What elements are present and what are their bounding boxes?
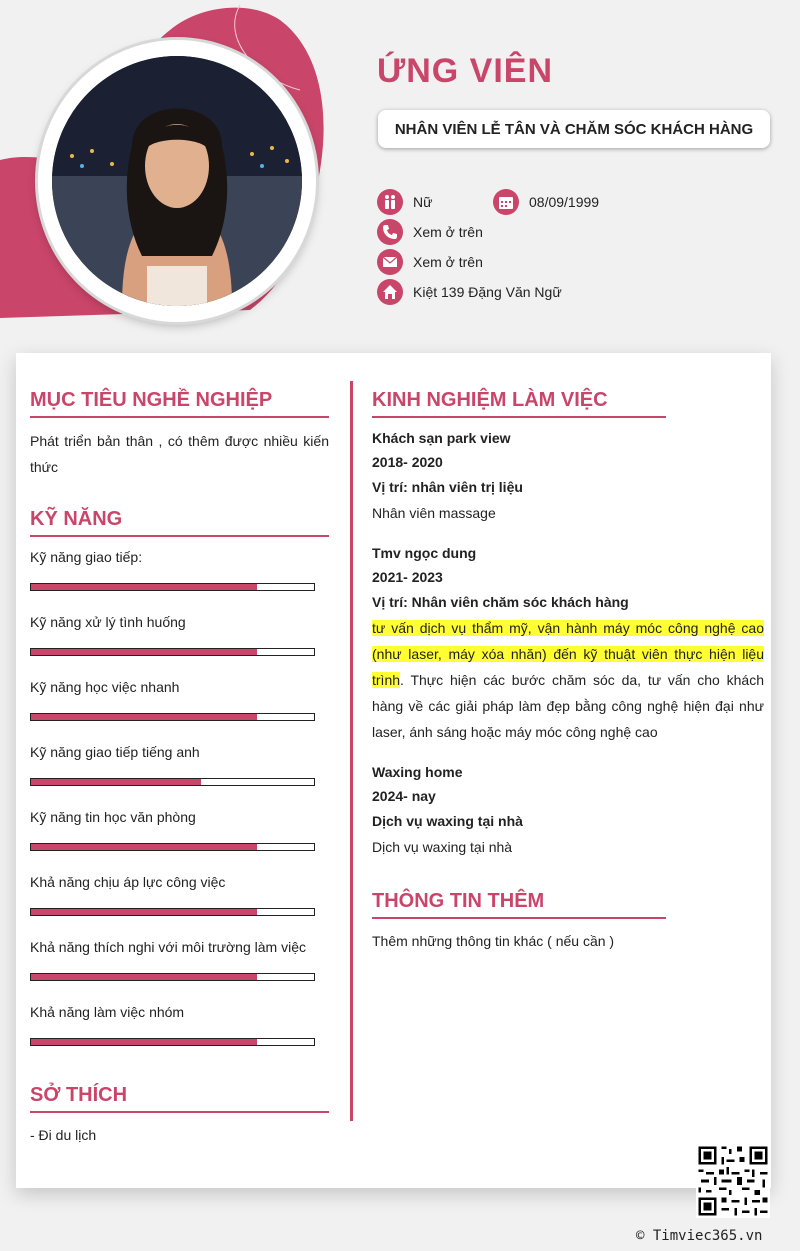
job-description: Nhân viên massage xyxy=(372,505,496,521)
job-title: NHÂN VIÊN LỄ TÂN VÀ CHĂM SÓC KHÁCH HÀNG xyxy=(394,120,754,138)
job-role: Vị trí: nhân viên trị liệu xyxy=(372,479,523,495)
address-row xyxy=(377,279,562,305)
skill-bar-fill xyxy=(31,844,257,850)
job-description-highlight: tư vấn dịch vụ thẩm mỹ, vận hành máy móc công nghệ cao (như laser, máy xóa nhăn) đến kỹ thuật viên thực hiện liệu trình xyxy=(372,620,764,688)
job-period: 2018- 2020 xyxy=(372,454,443,470)
skill-bar xyxy=(30,973,315,981)
address-value: Kiệt 139 Đặng Văn Ngữ xyxy=(413,284,562,300)
skill-bar-fill xyxy=(31,584,257,590)
dob-value: 08/09/1999 xyxy=(529,194,600,210)
job-period: 2021- 2023 xyxy=(372,569,443,585)
candidate-name: ỨNG VIÊN xyxy=(377,52,554,90)
objective-title: MỤC TIÊU NGHỀ NGHIỆP xyxy=(30,389,329,418)
skill-label: Kỹ năng giao tiếp: xyxy=(30,549,143,565)
job-2 xyxy=(372,541,764,745)
job-description: . Thực hiện các bước chăm sóc da, tư vấn cho khách hàng về các giải pháp làm đẹp bằng công nghệ hiện đại như laser, ánh sáng hoặc máy móc công nghệ cao xyxy=(372,672,764,740)
email-row xyxy=(377,249,483,275)
qr-code xyxy=(696,1144,770,1218)
experience-title: KINH NGHIỆM LÀM VIỆC xyxy=(372,389,666,418)
gender-row xyxy=(377,189,432,215)
skill-bar-fill xyxy=(31,714,257,720)
skill-bar xyxy=(30,778,315,786)
objective-text: Phát triển bản thân , có thêm được nhiều kiến thức xyxy=(30,433,329,475)
skill-label: Khả năng làm việc nhóm xyxy=(30,1004,185,1020)
skill-bar-fill xyxy=(31,909,257,915)
skill-bar-fill xyxy=(31,779,201,785)
skill-label: Kỹ năng giao tiếp tiếng anh xyxy=(30,744,200,760)
skill-bar xyxy=(30,648,315,656)
mail-icon xyxy=(377,249,403,275)
home-icon xyxy=(377,279,403,305)
phone-row xyxy=(377,219,483,245)
gender-value: Nữ xyxy=(413,194,433,210)
skill-label: Kỹ năng xử lý tình huống xyxy=(30,614,186,630)
job-company: Khách sạn park view xyxy=(372,430,511,446)
job-3 xyxy=(372,760,764,860)
cv-body-card xyxy=(16,353,771,1188)
email-value: Xem ở trên xyxy=(413,254,483,270)
job-description-block xyxy=(372,615,764,745)
job-company: Tmv ngọc dung xyxy=(372,545,477,561)
job-company: Waxing home xyxy=(372,764,463,780)
job-role: Dịch vụ waxing tại nhà xyxy=(372,813,523,829)
skill-label: Kỹ năng tin học văn phòng xyxy=(30,809,196,825)
avatar xyxy=(52,56,302,306)
hobbies-text: - Đi du lịch xyxy=(30,1127,97,1143)
skill-label: Khả năng thích nghi với môi trường làm việc xyxy=(30,939,306,955)
skill-bar xyxy=(30,1038,315,1046)
phone-value: Xem ở trên xyxy=(413,224,483,240)
hobbies-title: SỞ THÍCH xyxy=(30,1084,329,1113)
job-title-box xyxy=(378,110,770,148)
job-period: 2024- nay xyxy=(372,788,436,804)
phone-icon xyxy=(377,219,403,245)
calendar-icon xyxy=(493,189,519,215)
skill-bar xyxy=(30,843,315,851)
column-divider xyxy=(350,381,353,1121)
additional-text: Thêm những thông tin khác ( nếu cần ) xyxy=(372,933,615,949)
additional-title: THÔNG TIN THÊM xyxy=(372,890,666,919)
skills-title: KỸ NĂNG xyxy=(30,508,329,537)
skill-bar-fill xyxy=(31,1039,257,1045)
skill-bar-fill xyxy=(31,974,257,980)
skill-label: Khả năng chịu áp lực công việc xyxy=(30,874,226,890)
job-1 xyxy=(372,426,764,526)
gender-icon xyxy=(377,189,403,215)
skill-bar xyxy=(30,908,315,916)
job-role: Vị trí: Nhân viên chăm sóc khách hàng xyxy=(372,594,629,610)
copyright: © Timviec365.vn xyxy=(636,1228,763,1244)
skill-bar xyxy=(30,583,315,591)
dob-row xyxy=(493,189,599,215)
job-description: Dịch vụ waxing tại nhà xyxy=(372,839,513,855)
skill-bar-fill xyxy=(31,649,257,655)
skill-bar xyxy=(30,713,315,721)
skill-label: Kỹ năng học việc nhanh xyxy=(30,679,180,695)
